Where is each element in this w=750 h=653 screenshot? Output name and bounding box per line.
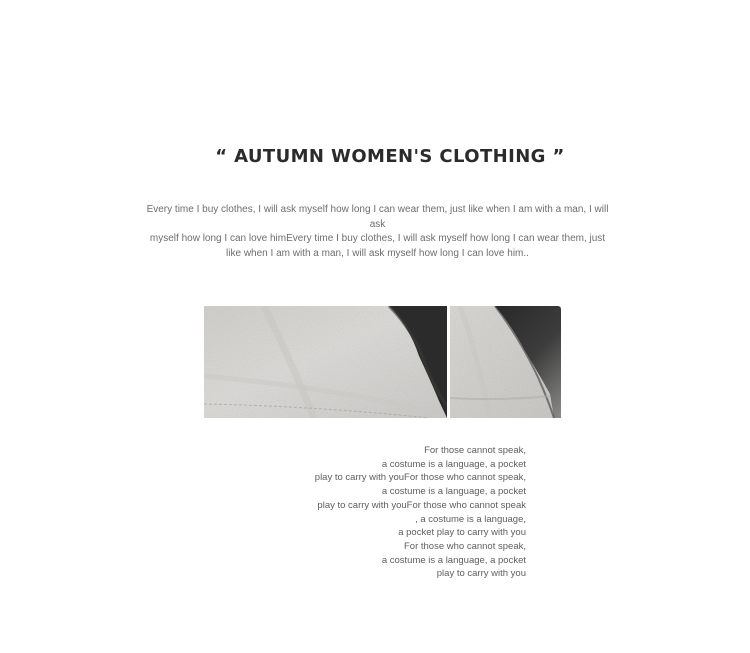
intro-line: Every time I buy clothes, I will ask myself how long I can wear them, just like when I am with a man, I will ask bbox=[146, 204, 609, 230]
verse-line: a costume is a language, a pocket bbox=[381, 458, 526, 470]
verse-line: a pocket play to carry with you bbox=[398, 527, 526, 539]
verse-line: For those cannot speak, bbox=[424, 445, 526, 456]
fabric-right-image bbox=[450, 306, 561, 418]
page-title: “ AUTUMN WOMEN'S CLOTHING ” bbox=[215, 146, 565, 167]
intro-line: myself how long I can love himEvery time I buy clothes, I will ask myself how long I can wear them, just bbox=[149, 233, 606, 244]
verse-line: play to carry with you bbox=[436, 568, 526, 580]
verse-line: For those who cannot speak, bbox=[404, 540, 526, 552]
verse-line: play to carry with youFor those who cannot speak, bbox=[314, 472, 526, 484]
fabric-left-image bbox=[204, 306, 447, 418]
verse-line: play to carry with youFor those who cannot speak bbox=[317, 499, 526, 511]
fabric-closeup-right-photo bbox=[450, 306, 561, 418]
verse-block bbox=[250, 444, 526, 581]
verse-line: a costume is a language, a pocket bbox=[381, 486, 526, 498]
intro-paragraph bbox=[140, 203, 615, 261]
verse-line: , a costume is a language, bbox=[415, 513, 526, 525]
intro-line: like when I am with a man, I will ask myself how long I can love him.. bbox=[226, 247, 529, 259]
fabric-closeup-left-photo bbox=[204, 306, 447, 418]
verse-line: a costume is a language, a pocket bbox=[381, 554, 526, 566]
